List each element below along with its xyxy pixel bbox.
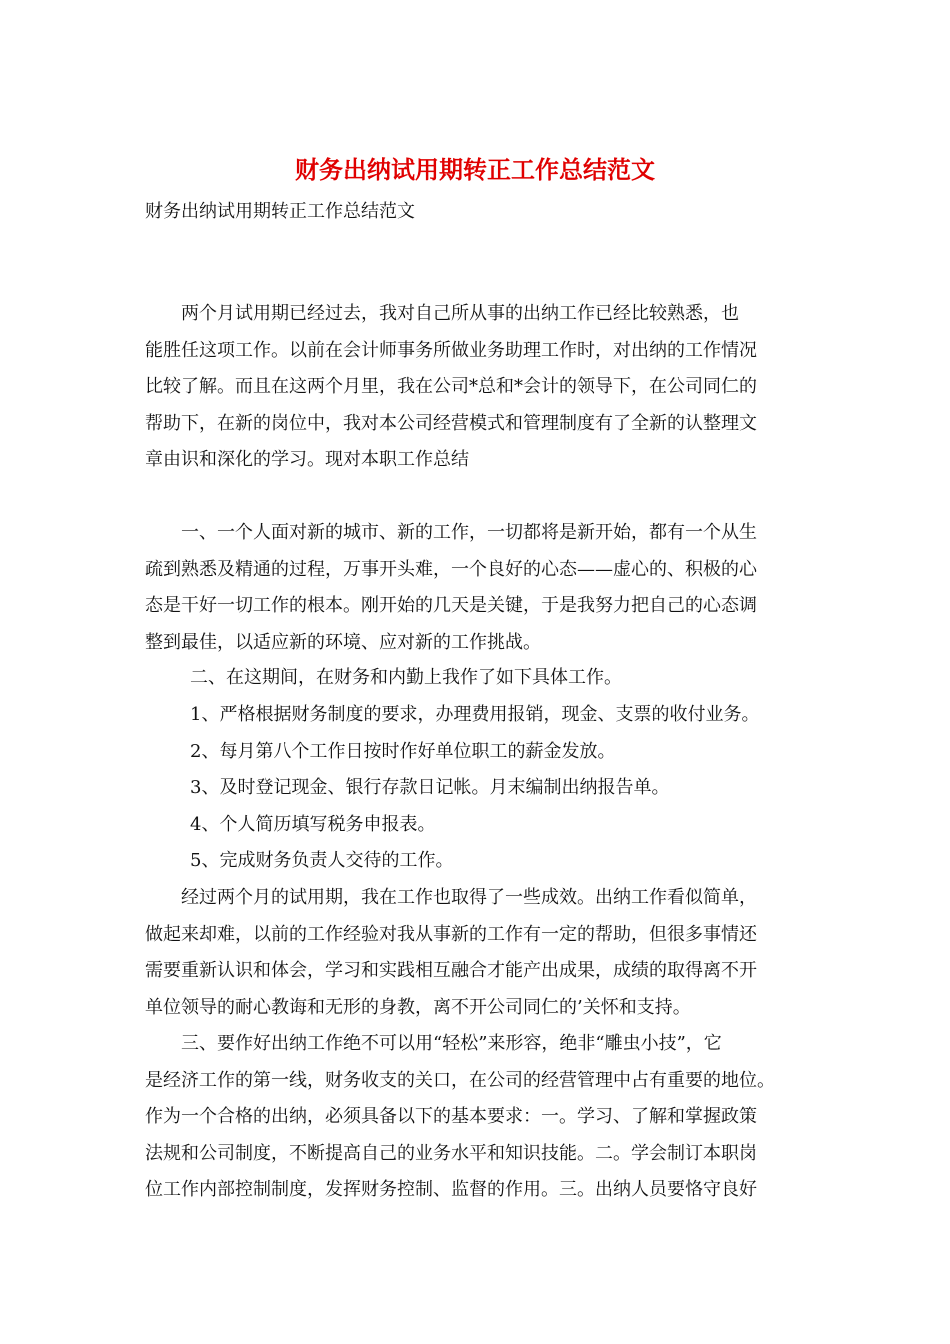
section-one-line: 整到最佳，以适应新的环境、应对新的工作挑战。 — [145, 631, 541, 653]
section-one-line: 一、一个人面对新的城市、新的工作，一切都将是新开始，都有一个从生 — [145, 522, 757, 543]
intro-paragraph — [145, 296, 825, 479]
section-three-line: 位工作内部控制制度，发挥财务控制、监督的作用。三。出纳人员要恪守良好 — [145, 1179, 757, 1201]
section-three-line: 三、要作好出纳工作绝不可以用“轻松”来形容，绝非“雕虫小技”，它 — [145, 1033, 722, 1054]
document-title: 财务出纳试用期转正工作总结范文 — [295, 155, 655, 184]
document-subtitle: 财务出纳试用期转正工作总结范文 — [145, 201, 415, 222]
section-three-line: 是经济工作的第一线，财务收支的关口，在公司的经营管理中占有重要的地位。 — [145, 1069, 775, 1091]
results-line: 需要重新认识和体会，学习和实践相互融合才能产出成果，成绩的取得离不开 — [145, 960, 757, 982]
section-one-line: 疏到熟悉及精通的过程，万事开头难，一个良好的心态——虚心的、积极的心 — [145, 558, 757, 580]
intro-line: 章由识和深化的学习。现对本职工作总结 — [145, 449, 469, 471]
section-three-line: 作为一个合格的出纳，必须具备以下的基本要求：一。学习、了解和掌握政策 — [145, 1106, 757, 1128]
results-line: 做起来却难，以前的工作经验对我从事新的工作有一定的帮助，但很多事情还 — [145, 923, 757, 945]
results-line: 经过两个月的试用期，我在工作也取得了一些成效。出纳工作看似简单， — [145, 887, 757, 908]
results-line: 单位领导的耐心教诲和无形的身教，离不开公司同仁的’关怀和支持。 — [145, 996, 691, 1018]
task-item-5: 5、完成财务负责人交待的工作。 — [190, 850, 454, 871]
task-item-3: 3、及时登记现金、银行存款日记帐。月末编制出纳报告单。 — [190, 777, 670, 798]
task-item-1: 1、严格根据财务制度的要求，办理费用报销，现金、支票的收付业务。 — [190, 704, 760, 725]
task-item-4: 4、个人简历填写税务申报表。 — [190, 814, 436, 835]
section-one-line: 态是干好一切工作的根本。刚开始的几天是关键，于是我努力把自己的心态调 — [145, 595, 757, 617]
section-one-paragraph — [145, 515, 825, 661]
intro-line: 比较了解。而且在这两个月里，我在公司*总和*会计的领导下，在公司同仁的 — [145, 376, 757, 398]
intro-line: 能胜任这项工作。以前在会计师事务所做业务助理工作时，对出纳的工作情况 — [145, 339, 757, 361]
section-two-heading: 二、在这期间，在财务和内勤上我作了如下具体工作。 — [190, 667, 622, 688]
intro-line: 两个月试用期已经过去，我对自己所从事的出纳工作已经比较熟悉，也 — [145, 303, 739, 324]
results-paragraph — [145, 880, 825, 1026]
section-three-paragraph — [145, 1026, 825, 1209]
section-three-line: 法规和公司制度，不断提高自己的业务水平和知识技能。二。学会制订本职岗 — [145, 1142, 757, 1164]
task-item-2: 2、每月第八个工作日按时作好单位职工的薪金发放。 — [190, 741, 616, 762]
intro-line: 帮助下，在新的岗位中，我对本公司经营模式和管理制度有了全新的认整理文 — [145, 412, 757, 434]
